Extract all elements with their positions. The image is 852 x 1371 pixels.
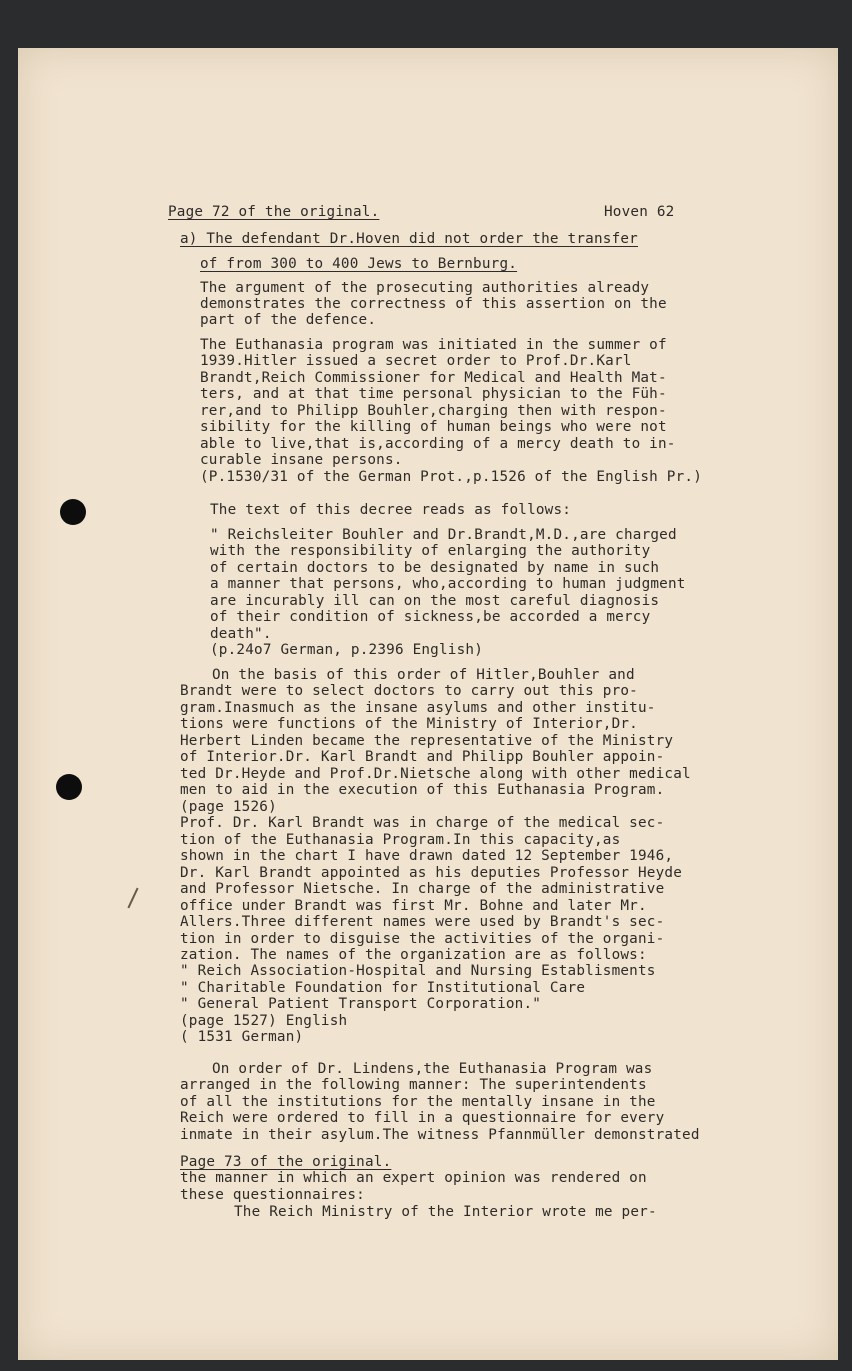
text-line: men to aid in the execution of this Euthanasia Program. [180,782,665,798]
text-line: arranged in the following manner: The superintendents [180,1077,647,1093]
text-line: sibility for the killing of human beings who were not [200,419,667,435]
page-reference-72: Page 72 of the original. [168,204,380,220]
quoted-decree-line: " Reichsleiter Bouhler and Dr.Brandt,M.D.,are charged [210,527,677,543]
text-line: office under Brandt was first Mr. Bohne and later Mr. [180,898,647,914]
text-line: ted Dr.Heyde and Prof.Dr.Nietsche along with other medical [180,766,691,782]
page-reference-73: Page 73 of the original. [180,1154,392,1170]
text-line: On order of Dr. Lindens,the Euthanasia Program was [212,1061,653,1077]
text-line: Dr. Karl Brandt appointed as his deputies Professor Heyde [180,865,683,881]
organization-name: " Reich Association-Hospital and Nursing Establisments [180,963,656,979]
text-line: On the basis of this order of Hitler,Bouhler and [212,667,635,683]
text-line: The text of this decree reads as follows: [210,502,572,518]
text-line: tion of the Euthanasia Program.In this capacity,as [180,832,621,848]
text-line: Brandt were to select doctors to carry out this pro- [180,683,638,699]
text-line: The argument of the prosecuting authorities already [200,280,650,296]
section-heading-line-1: a) The defendant Dr.Hoven did not order the transfer [180,231,638,247]
text-line: Reich were ordered to fill in a questionnaire for every [180,1110,665,1126]
text-line: tions were functions of the Ministry of Interior,Dr. [180,716,638,732]
text-line: Herbert Linden became the representative of the Ministry [180,733,674,749]
punch-hole [56,774,82,800]
text-line: Prof. Dr. Karl Brandt was in charge of the medical sec- [180,815,665,831]
text-line: of all the institutions for the mentally insane in the [180,1094,656,1110]
text-line: Allers.Three different names were used by Brandt's sec- [180,914,665,930]
text-line: ters, and at that time personal physician to the Füh- [200,386,667,402]
text-line: shown in the chart I have drawn dated 12 September 1946, [180,848,674,864]
citation: ( 1531 German) [180,1029,304,1045]
quoted-decree-line: death". [210,626,272,642]
citation: (page 1526) [180,799,277,815]
text-line: gram.Inasmuch as the insane asylums and other institu- [180,700,656,716]
text-line: The Reich Ministry of the Interior wrote me per- [234,1204,657,1220]
citation: (p.24o7 German, p.2396 English) [210,642,484,658]
punch-hole [60,499,86,525]
quoted-decree-line: of their condition of sickness,be accorded a mercy [210,609,651,625]
text-line: Brandt,Reich Commissioner for Medical and Health Mat- [200,370,667,386]
text-line: demonstrates the correctness of this assertion on the [200,296,667,312]
text-line: tion in order to disguise the activities of the organi- [180,931,665,947]
text-line: The Euthanasia program was initiated in the summer of [200,337,667,353]
text-line: rer,and to Philipp Bouhler,charging then with respon- [200,403,667,419]
text-line: zation. The names of the organization are as follows: [180,947,647,963]
text-line: able to live,that is,according of a mercy death to in- [200,436,676,452]
quoted-decree-line: with the responsibility of enlarging the authority [210,543,651,559]
citation: (page 1527) English [180,1013,348,1029]
document-reference: Hoven 62 [604,204,675,220]
text-line: of Interior.Dr. Karl Brandt and Philipp Bouhler appoin- [180,749,665,765]
quoted-decree-line: of certain doctors to be designated by name in such [210,560,660,576]
quoted-decree-line: are incurably ill can on the most careful diagnosis [210,593,660,609]
section-heading-line-2: of from 300 to 400 Jews to Bernburg. [200,256,518,272]
organization-name: " Charitable Foundation for Institutional Care [180,980,586,996]
citation: (P.1530/31 of the German Prot.,p.1526 of the English Pr.) [200,469,703,485]
text-line: and Professor Nietsche. In charge of the administrative [180,881,665,897]
text-line: the manner in which an expert opinion was rendered on [180,1170,647,1186]
text-line: these questionnaires: [180,1187,365,1203]
quoted-decree-line: a manner that persons, who,according to human judgment [210,576,686,592]
organization-name: " General Patient Transport Corporation." [180,996,542,1012]
text-line: 1939.Hitler issued a secret order to Prof.Dr.Karl [200,353,632,369]
text-line: part of the defence. [200,312,377,328]
text-line: inmate in their asylum.The witness Pfannmüller demonstrated [180,1127,700,1143]
text-line: curable insane persons. [200,452,403,468]
